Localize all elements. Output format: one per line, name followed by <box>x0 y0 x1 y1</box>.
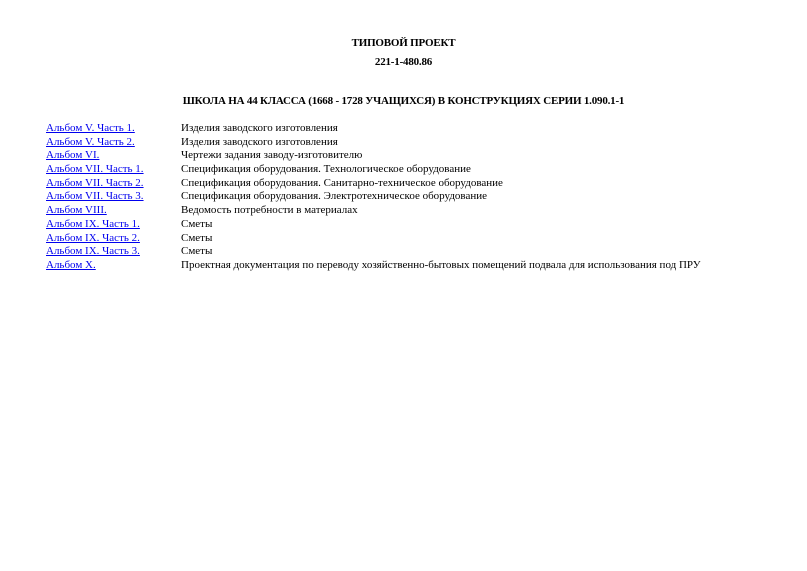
album-link[interactable]: Альбом VI. <box>46 149 100 162</box>
album-link[interactable]: Альбом VII. Часть 1. <box>46 163 144 176</box>
album-link[interactable]: Альбом VII. Часть 2. <box>46 176 144 189</box>
school-title-heading: ШКОЛА НА 44 КЛАССА (1668 - 1728 УЧАЩИХСЯ) В КОНСТРУКЦИЯХ СЕРИИ 1.090.1-1 <box>182 95 625 107</box>
album-description: Чертежи задания заводу-изготовителю <box>181 149 363 162</box>
album-link[interactable]: Альбом V. Часть 1. <box>46 122 135 134</box>
album-link[interactable]: Альбом VII. Часть 3. <box>46 190 144 203</box>
album-description: Сметы <box>181 231 213 244</box>
album-description: Изделия заводского изготовления <box>181 122 338 134</box>
project-type-heading: ТИПОВОЙ ПРОЕКТ <box>351 37 456 49</box>
project-code-heading: 221-1-480.86 <box>374 56 433 68</box>
album-description: Спецификация оборудования. Санитарно-техническое оборудование <box>181 176 503 189</box>
album-link[interactable]: Альбом X. <box>46 258 96 271</box>
album-description: Проектная документация по переводу хозяйственно-бытовых помещений подвала для использования под ПРУ <box>181 258 701 271</box>
album-description: Изделия заводского изготовления <box>181 135 338 148</box>
album-description: Спецификация оборудования. Технологическое оборудование <box>181 163 471 176</box>
album-link[interactable]: Альбом V. Часть 2. <box>46 135 135 148</box>
album-link[interactable]: Альбом VIII. <box>46 204 107 217</box>
album-description: Сметы <box>181 245 213 258</box>
album-description: Ведомость потребности в материалах <box>181 204 358 217</box>
album-description: Сметы <box>181 217 213 230</box>
album-link[interactable]: Альбом IX. Часть 1. <box>46 217 140 230</box>
album-description: Спецификация оборудования. Электротехническое оборудование <box>181 190 488 203</box>
album-link[interactable]: Альбом IX. Часть 3. <box>46 245 140 258</box>
album-link[interactable]: Альбом IX. Часть 2. <box>46 231 140 244</box>
